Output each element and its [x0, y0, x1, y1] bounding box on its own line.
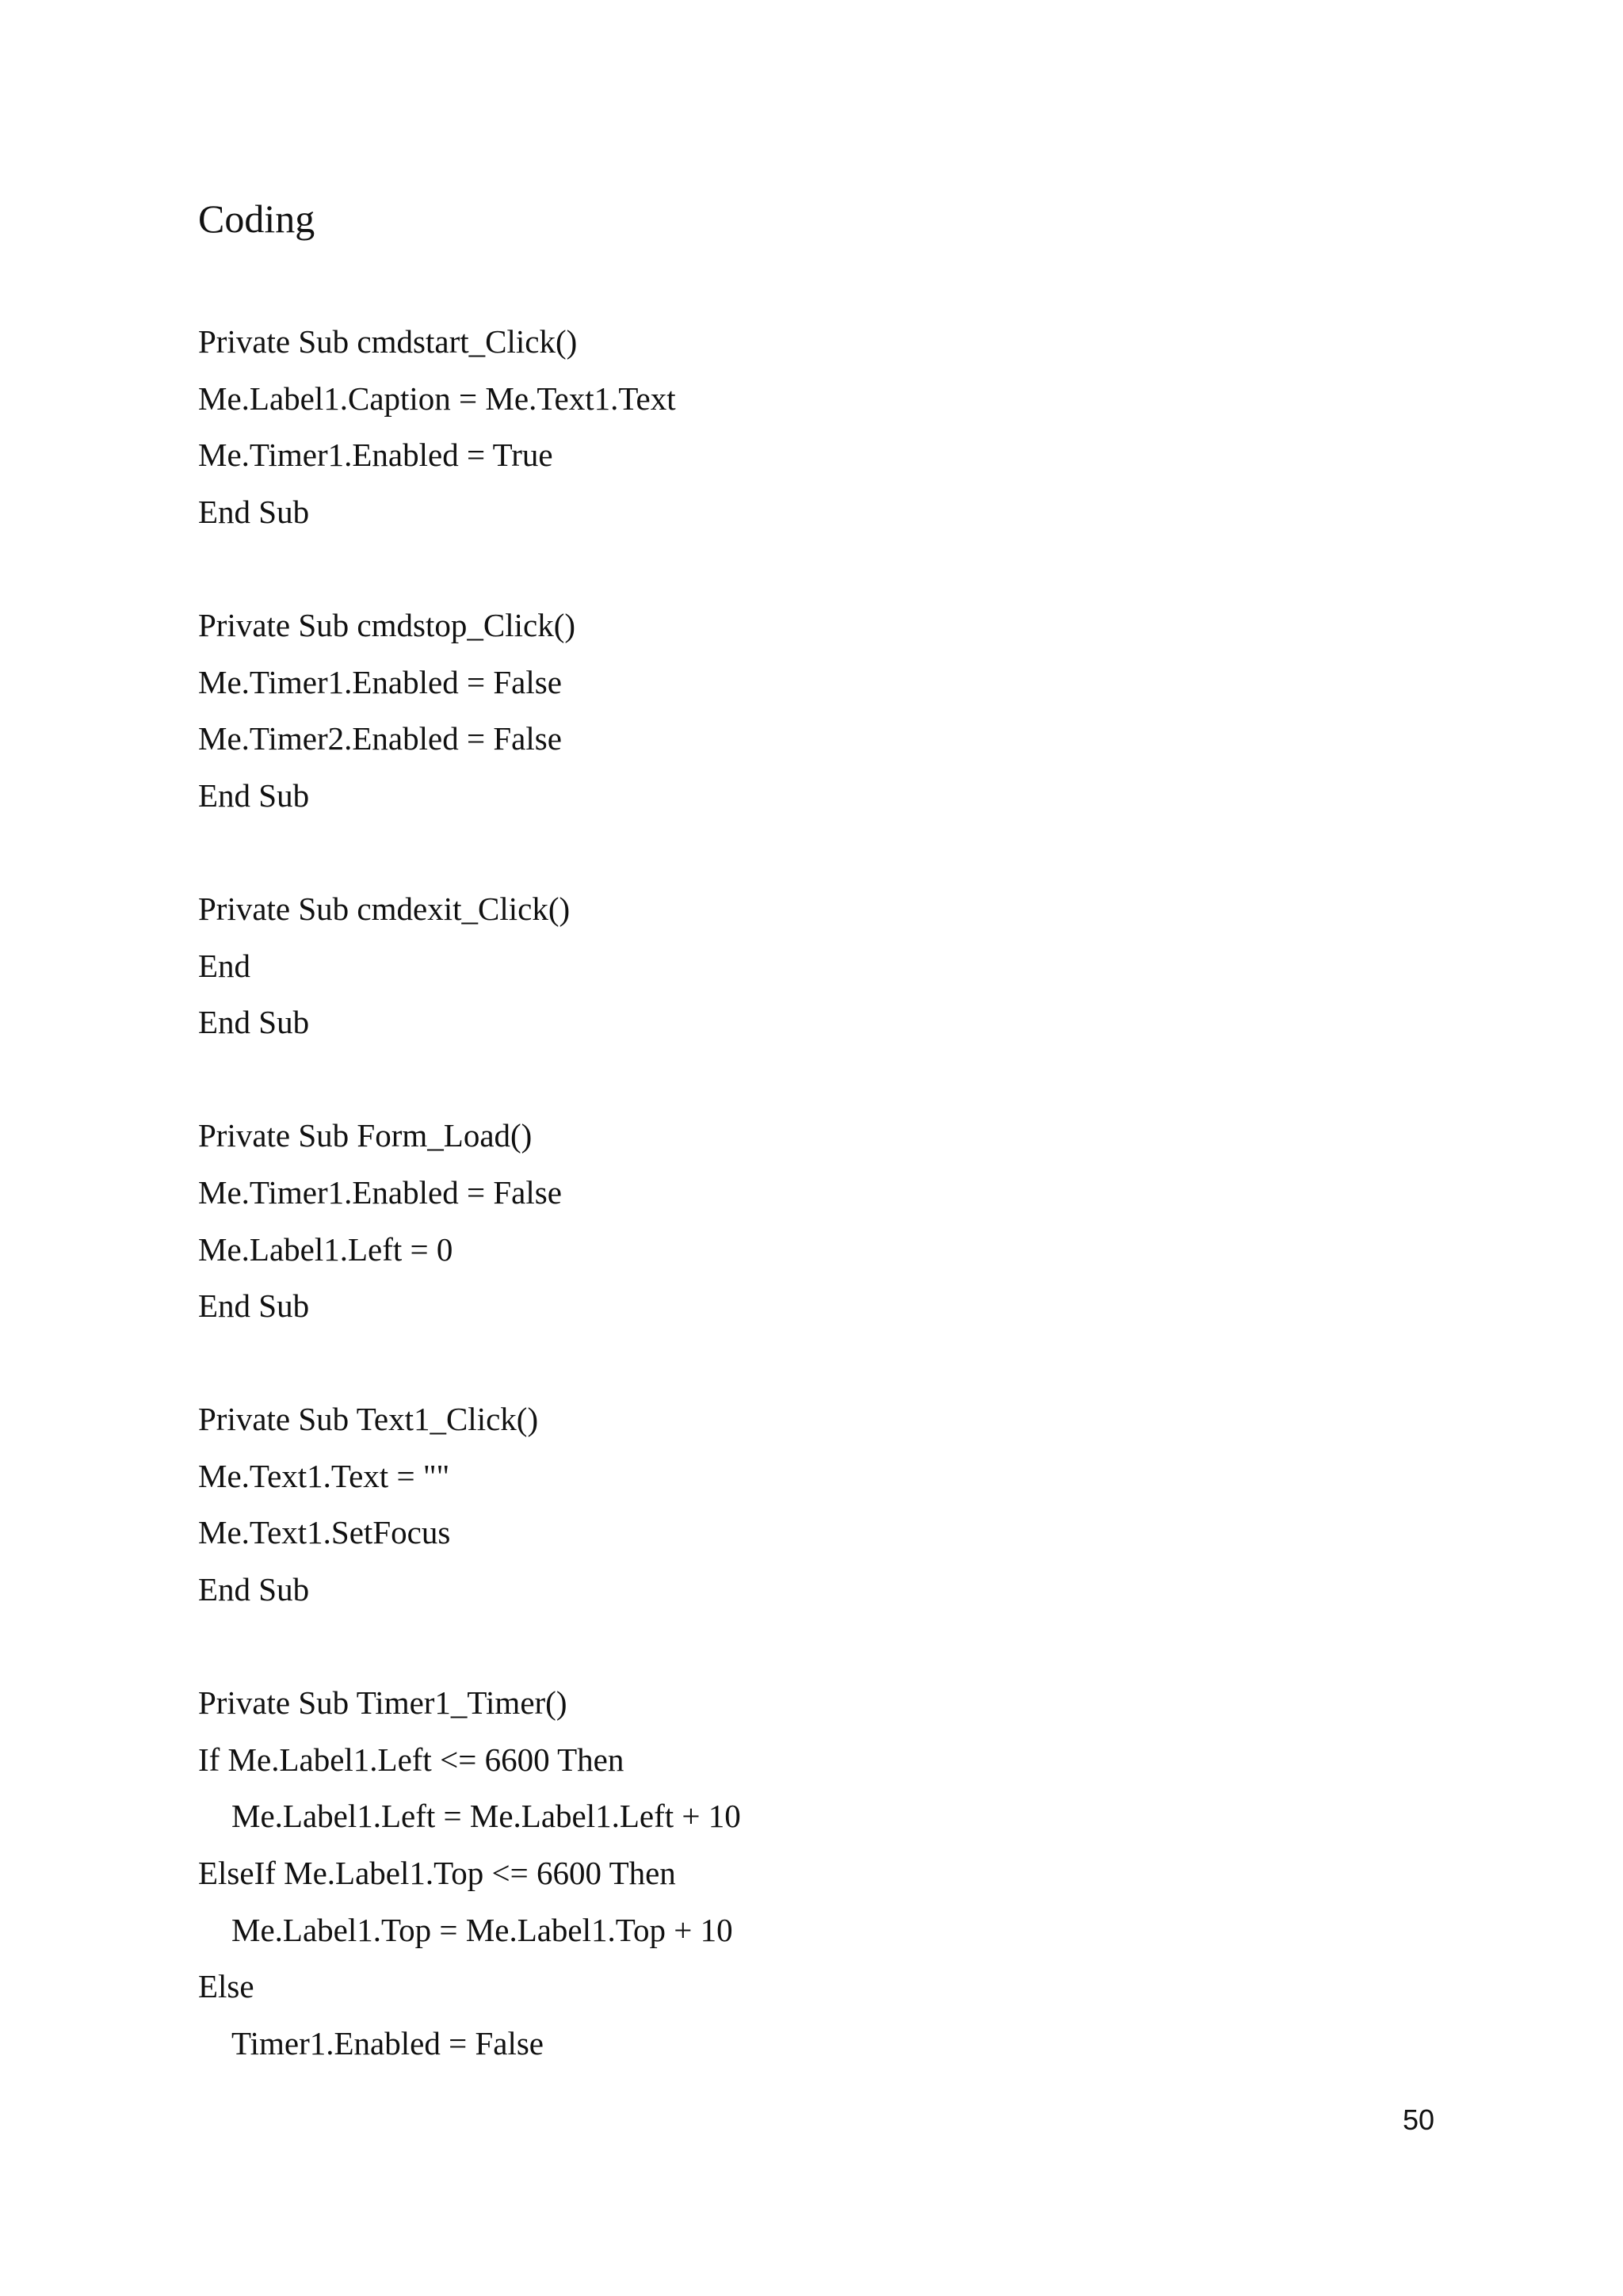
code-line: End Sub [198, 1571, 310, 1608]
code-line: Private Sub Text1_Click() [198, 1401, 539, 1438]
code-line: ElseIf Me.Label1.Top <= 6600 Then [198, 1855, 676, 1892]
code-line: Private Sub Timer1_Timer() [198, 1684, 567, 1722]
blank-line [198, 1335, 1466, 1392]
code-line: Else [198, 1968, 254, 2005]
code-line: Me.Text1.SetFocus [198, 1514, 451, 1551]
code-line: End [198, 947, 251, 984]
code-line: Me.Label1.Left = Me.Label1.Left + 10 [231, 1798, 741, 1835]
code-line: End Sub [198, 1004, 310, 1041]
code-line: Me.Timer1.Enabled = True [198, 437, 553, 474]
code-listing [198, 314, 1466, 2072]
code-line: Private Sub cmdstop_Click() [198, 606, 576, 643]
code-line: Me.Timer1.Enabled = False [198, 1173, 562, 1211]
code-line: Me.Text1.Text = "" [198, 1457, 450, 1494]
page-number: 50 [1403, 2103, 1435, 2136]
blank-line [198, 1619, 1466, 1676]
blank-line [198, 824, 1466, 881]
code-line: Private Sub cmdexit_Click() [198, 890, 571, 927]
code-line: Me.Timer1.Enabled = False [198, 663, 562, 700]
code-line: If Me.Label1.Left <= 6600 Then [198, 1741, 624, 1778]
section-heading: Coding [198, 196, 315, 241]
code-line: Timer1.Enabled = False [231, 2024, 544, 2061]
code-line: Private Sub cmdstart_Click() [198, 323, 578, 360]
code-line: End Sub [198, 776, 310, 814]
code-line: Me.Label1.Left = 0 [198, 1230, 453, 1268]
code-line: End Sub [198, 493, 310, 530]
blank-line [198, 1051, 1466, 1108]
code-line: Private Sub Form_Load() [198, 1117, 533, 1154]
code-line: Me.Label1.Top = Me.Label1.Top + 10 [231, 1911, 733, 1948]
code-line: Me.Timer2.Enabled = False [198, 720, 562, 757]
code-line: Me.Label1.Caption = Me.Text1.Text [198, 379, 676, 417]
blank-line [198, 540, 1466, 597]
code-line: End Sub [198, 1287, 310, 1325]
